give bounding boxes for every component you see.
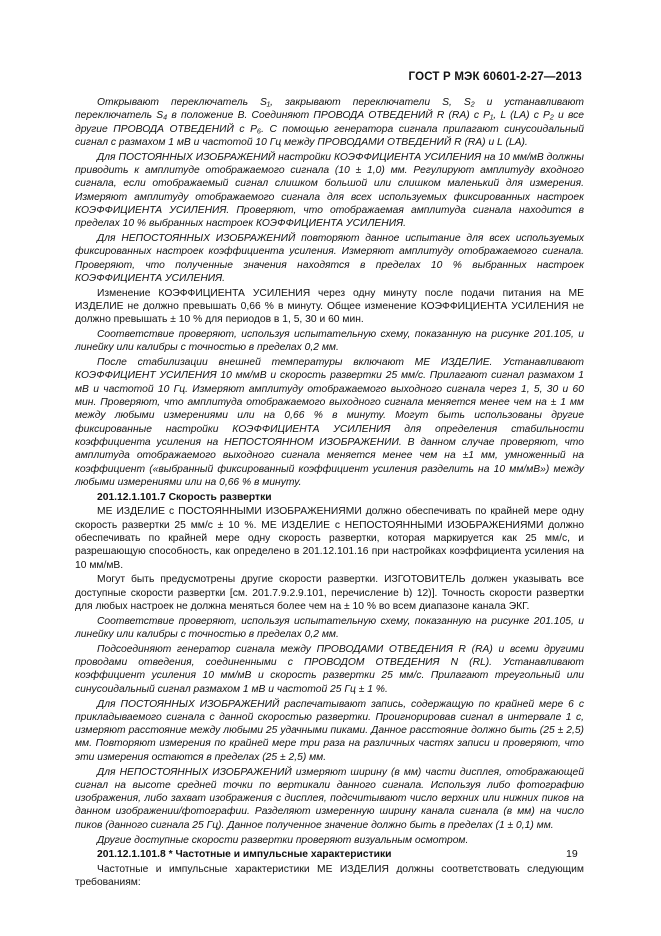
page-number: 19: [566, 848, 578, 860]
paragraph-4: Изменение КОЭФФИЦИЕНТА УСИЛЕНИЯ через одну минуту после подачи питания на МЕ ИЗДЕЛИЕ не должно превышать 0,66 % в минуту. Общее изменение КОЭФФИЦИЕНТА УСИЛЕНИЯ не должно превышать ± 10 % для периодов в 1, 5, 30 и 60 мин.: [75, 287, 584, 326]
document-body: [75, 96, 584, 891]
paragraph-6: После стабилизации внешней температуры включают МЕ ИЗДЕЛИЕ. Устанавливают КОЭФФИЦИЕНТ УСИЛЕНИЯ 10 мм/мВ и скорость развертки 25 мм/с. Прилагают сигнал размахом 1 мВ и частотой 10 Гц. Измеряют амплитуду отображаемого выходного сигнала через 1, 5, 30 и 60 мин. Проверяют, что амплитуда отображаемого выходного сигнала меняется менее чем на ± 1 мм между любыми измерениями или на 0,66 % в минуту. Могут быть использованы другие фиксированные настройки КОЭФФИЦИЕНТА УСИЛЕНИЯ для определения стабильности коэффициента усиления на НЕПОСТОЯННОМ ИЗОБРАЖЕНИИ. В данном случае проверяют, что амплитуда отображаемого выходного сигнала меняется менее чем на ±1 мм, умноженный на коэффициент («выбранный фиксированный коэффициент усиления разделить на 10 мм/мВ») между любыми измерениями или на 0,66 % в минуту.: [75, 357, 584, 488]
paragraph-9: Могут быть предусмотрены другие скорости развертки. ИЗГОТОВИТЕЛЬ должен указывать все доступные скорости развертки [см. 201.7.9.2.9.101, перечисление b) 12)]. Точность скорости развертки для любых настроек не должна меняться более чем на ± 10 % во всем диапазоне канала ЭКГ.: [75, 574, 584, 612]
paragraph-14: Другие доступные скорости развертки проверяют визуальным осмотром.: [97, 834, 469, 846]
paragraph-13: Для НЕПОСТОЯННЫХ ИЗОБРАЖЕНИЙ измеряют ширину (в мм) части дисплея, отображающей сигнал на высоте средней точки по вертикали данного сигнала. Используя либо фотографию изображения, либо захват изображения с дисплея, подсчитывают число верхних или нижних пиков на данном изображении/фотографии. Разделяют измеренную ширину канала сигнала (в мм) на число пиков (данного сигнала 25 Гц). Данное полученное значение должно быть в пределах (1 ± 0,1) мм.: [75, 766, 584, 831]
section-heading-sweep-speed: 201.12.1.101.7 Скорость развертки: [97, 491, 272, 503]
section-heading-frequency-response: 201.12.1.101.8 * Частотные и импульсные характеристики: [97, 849, 392, 861]
paragraph-8: МЕ ИЗДЕЛИЕ с ПОСТОЯННЫМИ ИЗОБРАЖЕНИЯМИ должно обеспечивать по крайней мере одну скорость развертки 25 мм/с ± 10 %. МЕ ИЗДЕЛИЕ с НЕПОСТОЯННЫМИ ИЗОБРАЖЕНИЯМИ должно обеспечивать по крайней мере одну скорость развертки, которая маркируется как 25 мм/с, и разрешающую способность, как определено в 201.12.101.16 при настройках коэффициента усиления на 10 мм/мВ.: [75, 506, 584, 571]
paragraph-12: Для ПОСТОЯННЫХ ИЗОБРАЖЕНИЙ распечатывают запись, содержащую по крайней мере 6 с прикладываемого сигнала с данной скоростью развертки. Проигнорировав сигнал в интервале 1 с, измеряют расстояние между любыми 25 удачными пиками. Данное расстояние должно быть (25 ± 2,5) мм. Повторяют измерения по крайней мере три раза на различных частях записи и проверяют, что эти измерения остаются в пределах (25 ± 2,5) мм.: [75, 698, 584, 763]
paragraph-11: Подсоединяют генератор сигнала между ПРОВОДАМИ ОТВЕДЕНИЯ R (RA) и всеми другими проводами отведения, соединенными с ПРОВОДОМ ОТВЕДЕНИЯ N (RL). Устанавливают коэффициент усиления 10 мм/мВ и скорость развертки 25 мм/с. Прилагают треугольный или синусоидальный сигнал размахом 1 мВ и частотой 25 Гц ± 1 %.: [75, 643, 584, 695]
paragraph-16: Частотные и импульсные характеристики МЕ ИЗДЕЛИЯ должны соответствовать следующим требованиям:: [75, 864, 584, 889]
paragraph-2: Для ПОСТОЯННЫХ ИЗОБРАЖЕНИЙ настройки КОЭФФИЦИЕНТА УСИЛЕНИЯ на 10 мм/мВ должны приводить к амплитуде отображаемого сигнала (10 ± 1,0) мм. Регулируют амплитуду входного сигнала, если отображаемый сигнал слишком большой или слишком маленький для измерения. Измеряют амплитуду отображаемого сигнала для всех используемых фиксированных настроек КОЭФФИЦИЕНТА УСИЛЕНИЯ. Проверяют, что отображаемая амплитуда сигнала находится в пределах 10 % выбранных настроек КОЭФФИЦИЕНТА УСИЛЕНИЯ.: [75, 151, 584, 230]
document-header: ГОСТ Р МЭК 60601-2-27—2013: [408, 71, 582, 83]
paragraph-5: Соответствие проверяют, используя испытательную схему, показанную на рисунке 201.105, и линейку или калибры с точностью в пределах 0,2 мм.: [75, 329, 584, 354]
paragraph-3: Для НЕПОСТОЯННЫХ ИЗОБРАЖЕНИЙ повторяют данное испытание для всех используемых фиксированных настроек коэффициента усиления. Измеряют амплитуду отображаемого сигнала. Проверяют, что полученные значения находятся в пределах 10 % выбранных настроек КОЭФФИЦИЕНТА УСИЛЕНИЯ.: [75, 232, 584, 284]
paragraph-1: Открывают переключатель S₁, закрывают переключатели S, S₂ и устанавливают переключатель S₄ в положение В. Соединяют ПРОВОДА ОТВЕДЕНИЙ R (RA) с P₁, L (LA) с P₂ и все другие ПРОВОДА ОТВЕДЕНИЙ с P₆. С помощью генератора сигнала прилагают синусоидальный сигнал с размахом 1 мВ и частотой 10 Гц между ПРОВОДАМИ ОТВЕДЕНИЙ R (RA) и L (LA).: [75, 97, 584, 148]
paragraph-10: Соответствие проверяют, используя испытательную схему, показанную на рисунке 201.105, и линейку или калибры с точностью в пределах 0,2 мм.: [75, 615, 584, 641]
